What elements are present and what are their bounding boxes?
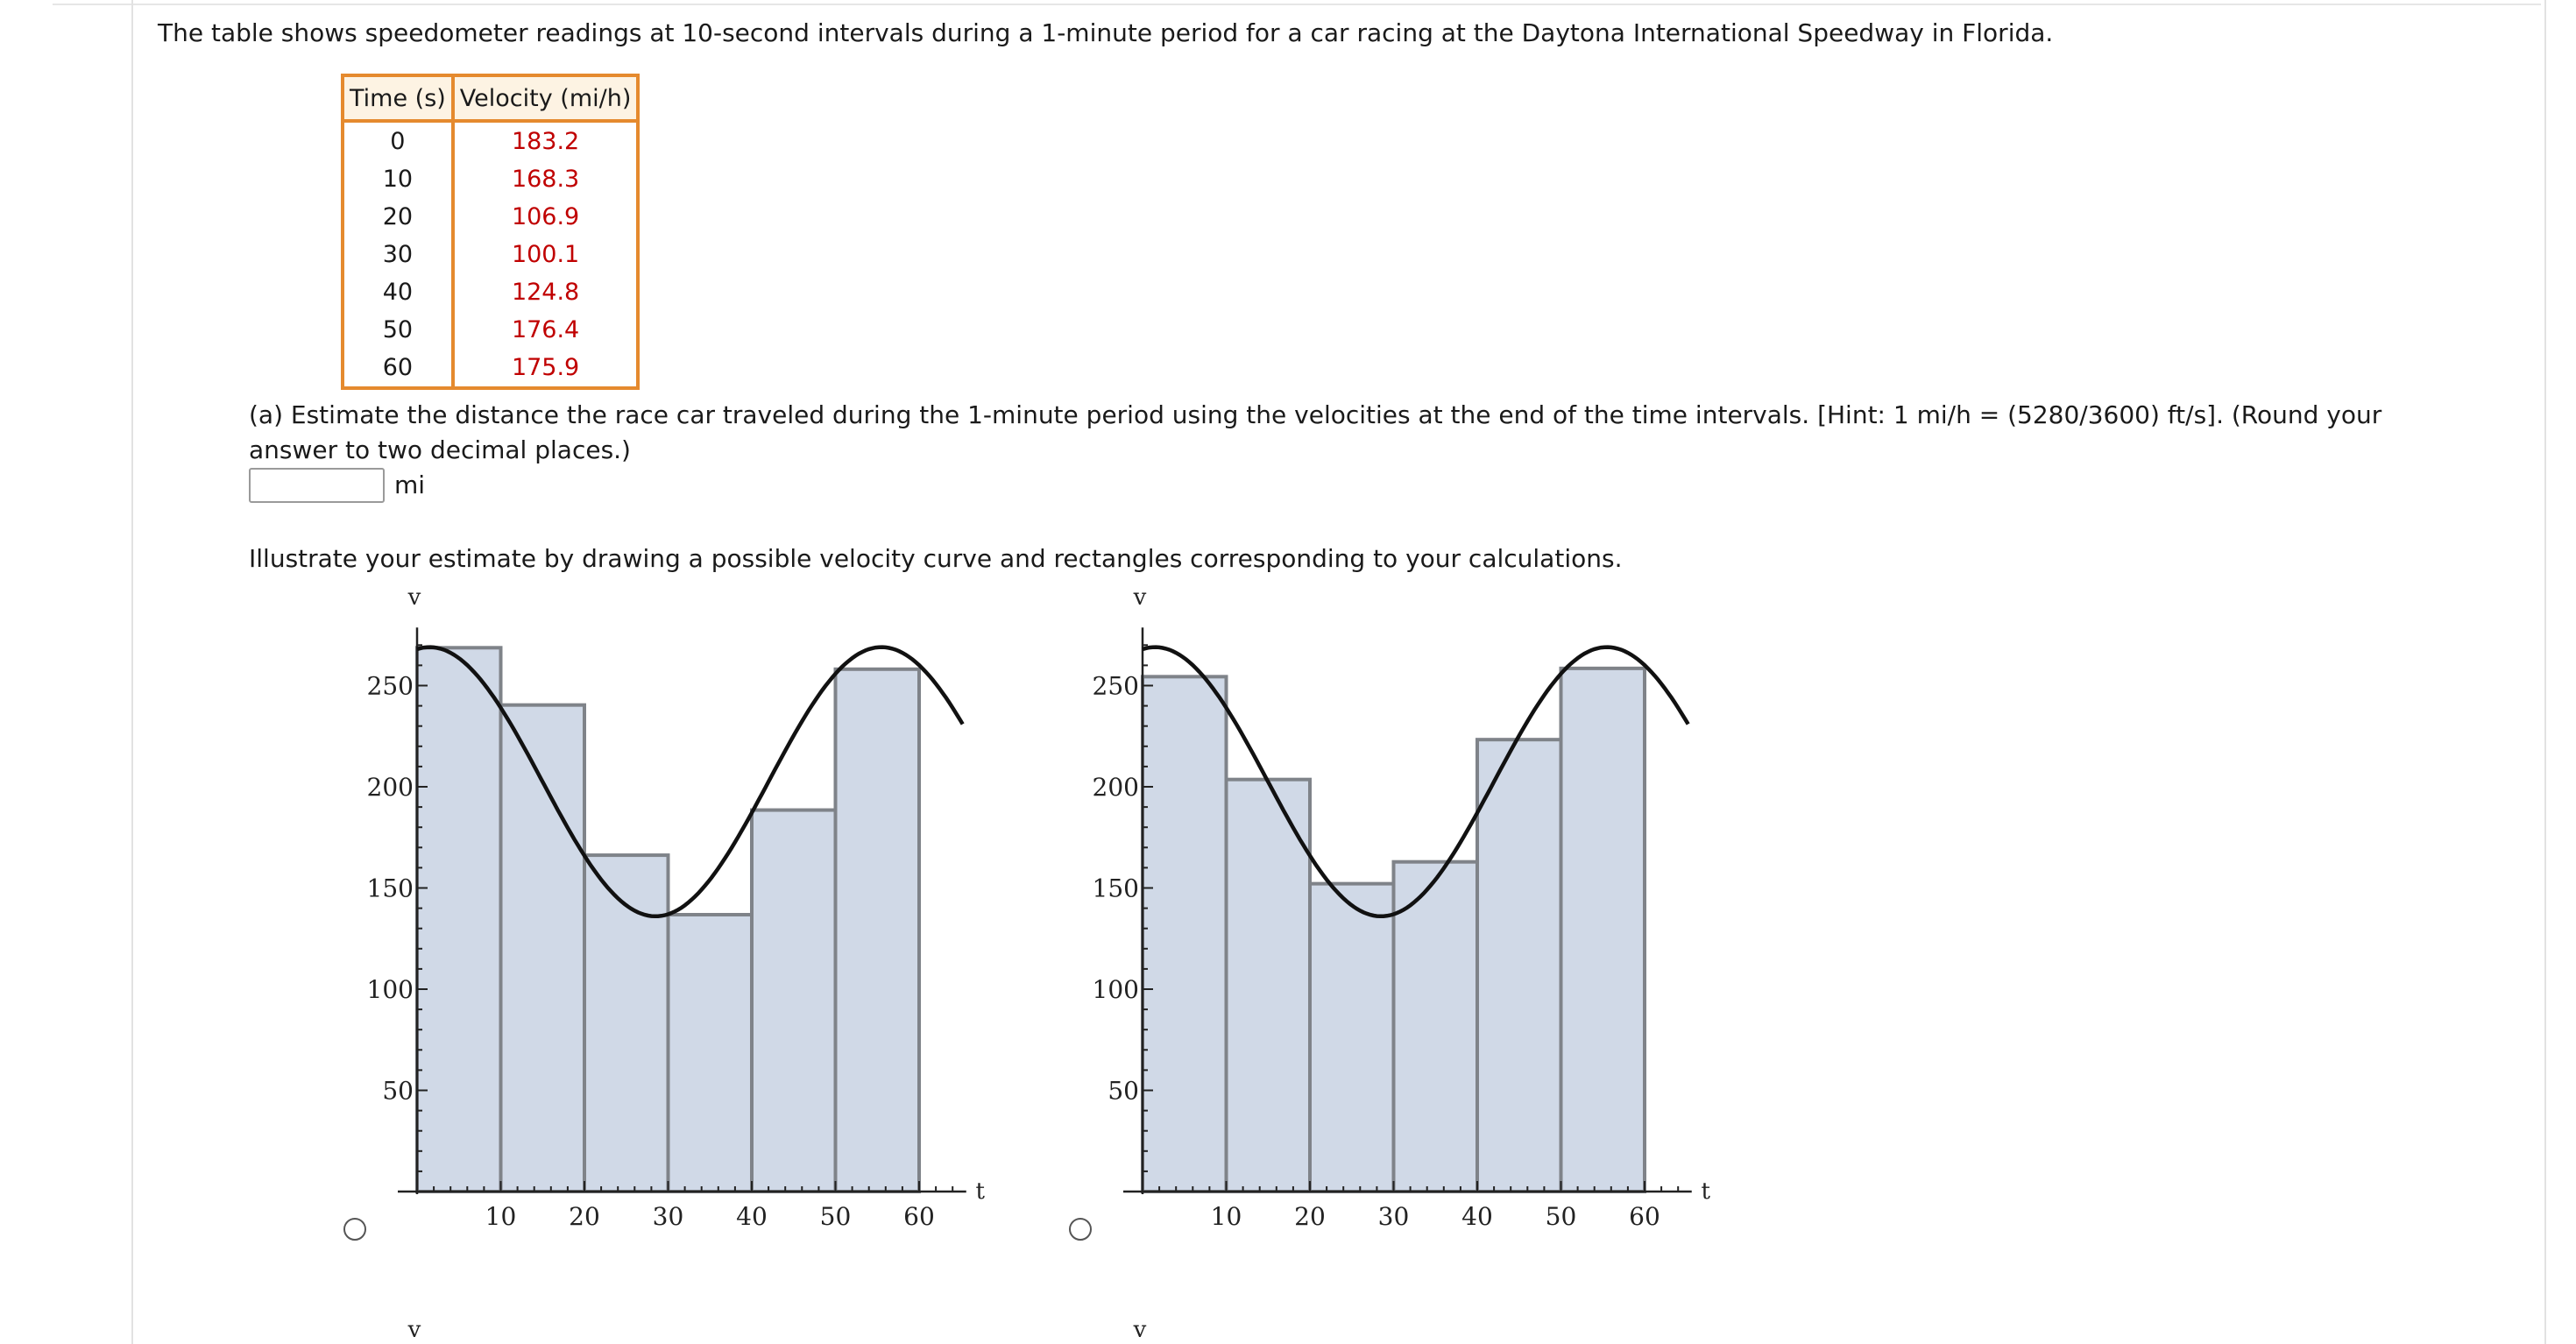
velocity-cell: 176.4	[511, 316, 580, 343]
time-cell: 60	[343, 349, 453, 388]
velocity-cell: 183.2	[511, 128, 580, 155]
y-tick-label: 100	[1092, 975, 1139, 1004]
x-tick-label: 10	[1210, 1202, 1242, 1231]
bar-rect	[417, 647, 501, 1192]
velocity-cell: 124.8	[511, 279, 580, 306]
bar-rect	[1310, 884, 1394, 1192]
velocity-table	[341, 74, 640, 390]
x-tick-label: 60	[903, 1202, 935, 1231]
x-tick-label: 20	[569, 1202, 600, 1231]
y-tick-label: 50	[382, 1076, 414, 1106]
x-tick-label: 40	[736, 1202, 768, 1231]
bar-rect	[752, 810, 836, 1192]
bar-rect	[1477, 739, 1561, 1192]
table-row	[343, 273, 638, 311]
y-tick-label: 200	[1092, 773, 1139, 802]
table-row	[343, 121, 638, 160]
y-tick-label: 50	[1108, 1076, 1139, 1106]
velocity-graph-choice-2	[1058, 578, 1724, 1262]
table-row	[343, 198, 638, 236]
y-tick-label: 250	[1092, 671, 1139, 701]
illustrate-instruction: Illustrate your estimate by drawing a possible velocity curve and rectangles corresponding to your calculations.	[249, 544, 1623, 573]
time-cell: 0	[343, 121, 453, 160]
bar-rect	[1143, 676, 1227, 1192]
time-cell: 50	[343, 311, 453, 349]
column-header-time: Time (s)	[343, 75, 453, 121]
left-border	[131, 0, 133, 1344]
y-tick-label: 150	[366, 874, 414, 903]
velocity-cell: 168.3	[511, 166, 580, 193]
bar-rect	[1227, 780, 1311, 1192]
answer-unit: mi	[394, 470, 426, 499]
table-row	[343, 311, 638, 349]
x-axis-label: t	[1701, 1178, 1710, 1205]
y-axis-label: v	[1133, 584, 1147, 611]
x-tick-label: 10	[485, 1202, 517, 1231]
y-axis-label: v	[407, 584, 421, 611]
column-header-velocity: Velocity (mi/h)	[453, 75, 639, 121]
x-tick-label: 40	[1461, 1202, 1493, 1231]
time-cell: 20	[343, 198, 453, 236]
x-axis-label: t	[975, 1178, 985, 1205]
velocity-cell: 175.9	[511, 354, 580, 381]
bar-rect	[669, 915, 753, 1192]
time-cell: 40	[343, 273, 453, 311]
time-cell: 30	[343, 236, 453, 273]
y-axis-label: v	[407, 1317, 421, 1343]
x-tick-label: 20	[1294, 1202, 1326, 1231]
velocity-graph-choice-1	[333, 578, 999, 1262]
y-tick-label: 150	[1092, 874, 1139, 903]
part-a-question: (a) Estimate the distance the race car traveled during the 1-minute period using the velocities at the end of the time intervals. [Hint: 1 mi/h = (5280/3600) ft/s]. (Round your answer to two decimal places.)	[249, 400, 2382, 464]
distance-answer-input[interactable]	[249, 468, 385, 503]
time-cell: 10	[343, 160, 453, 198]
table-row	[343, 349, 638, 388]
y-tick-label: 250	[366, 671, 414, 701]
velocity-cell: 100.1	[511, 241, 580, 268]
velocity-graph-choice-3	[333, 1311, 999, 1344]
right-border	[2544, 0, 2546, 1344]
x-tick-label: 30	[1377, 1202, 1410, 1231]
x-tick-label: 60	[1629, 1202, 1660, 1231]
y-tick-label: 200	[366, 773, 414, 802]
x-tick-label: 50	[1545, 1202, 1577, 1231]
table-row	[343, 160, 638, 198]
x-tick-label: 50	[819, 1202, 852, 1231]
top-divider	[53, 0, 2541, 5]
x-tick-label: 30	[652, 1202, 684, 1231]
y-tick-label: 100	[366, 975, 414, 1004]
y-axis-label: v	[1133, 1317, 1147, 1343]
problem-intro: The table shows speedometer readings at 10-second intervals during a 1-minute period for a car racing at the Daytona International Speedway in Florida.	[158, 18, 2054, 47]
velocity-graph-choice-4	[1058, 1311, 1724, 1344]
bar-rect	[1394, 862, 1478, 1192]
table-header-row	[343, 75, 638, 121]
bar-rect	[836, 669, 920, 1192]
table-row	[343, 236, 638, 273]
bar-rect	[1561, 668, 1645, 1192]
velocity-cell: 106.9	[511, 203, 580, 230]
